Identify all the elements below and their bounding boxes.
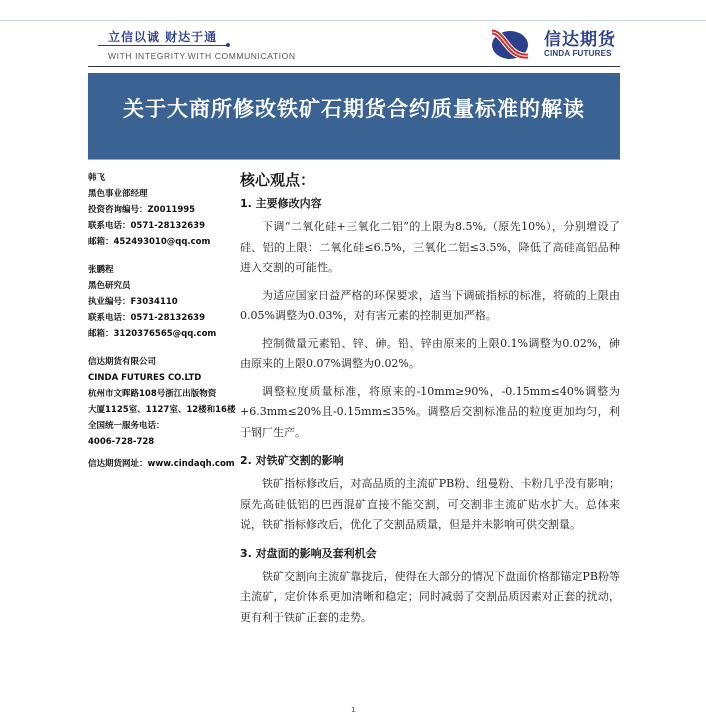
author-sidebar — [88, 170, 238, 472]
analyst2-title: 黑色研究员 — [88, 281, 131, 291]
analyst1-email: 邮箱：452493010@qq.com — [88, 237, 211, 247]
page-number: 1 — [351, 706, 356, 714]
section1-paragraph-1: 下调“二氧化硅+三氧化二铝”的上限为8.5%,（原先10%），分别增设了硅、铝的上限：二氧化硅≤6.5%，三氧化二铝≤3.5%，降低了高硅高铝品种进入交割的可能性。 — [240, 220, 620, 274]
title-banner — [88, 73, 620, 160]
header-slogan — [108, 28, 296, 61]
slogan-chinese: 立信以诚 财达于通 — [108, 30, 218, 44]
section3-paragraph-1: 铁矿交割向主流矿靠拢后，使得在大部分的情况下盘面价格都锚定PB粉等主流矿，定价体系更加清晰和稳定；同时减弱了交割品质因素对正套的扰动，更有利于铁矿正套的走势。 — [240, 569, 620, 624]
top-border-line — [0, 20, 706, 21]
company-website: 信达期货网址：www.cindaqh.com — [88, 459, 235, 469]
hotline-label: 全国统一服务电话： — [88, 421, 165, 431]
section1-paragraph-3: 控制微量元素铅、锌、砷。铅、锌由原来的上限0.1%调整为0.02%，砷由原来的上限0.07%调整为0.02%。 — [240, 336, 620, 370]
document-title: 关于大商所修改铁矿石期货合约质量标准的解读 — [123, 96, 585, 121]
slogan-dot — [226, 43, 230, 47]
section-heading-3: 3. 对盘面的影响及套利机会 — [240, 546, 377, 560]
section-heading-1: 1. 主要修改内容 — [240, 197, 322, 210]
logo-english-name: CINDA FUTURES — [544, 48, 612, 58]
analyst1-license: 投资咨询编号：Z0011995 — [88, 205, 196, 215]
header-divider — [88, 66, 620, 67]
logo-chinese-name: 信达期货 — [544, 29, 616, 50]
main-content — [240, 170, 620, 635]
section-heading-2: 2. 对铁矿交割的影响 — [240, 454, 344, 467]
analyst1-title: 黑色事业部经理 — [88, 189, 148, 199]
analyst1-phone: 联系电话：0571-28132639 — [88, 221, 206, 231]
section2-paragraph-1: 铁矿指标修改后，对高品质的主流矿PB粉、纽曼粉、卡粉几乎没有影响；原先高硅低铝的巴西混矿直接不能交割，可交割非主流矿贴水扩大。总体来说，铁矿指标修改后，优化了交割品质量，但是并未影响可供交割量。 — [240, 477, 620, 531]
company-address-line1: 杭州市文晖路108号浙江出版物资 — [88, 389, 217, 399]
analyst1-name: 韩飞 — [88, 173, 106, 183]
company-name-cn: 信达期货有限公司 — [88, 357, 157, 367]
company-address-line2: 大厦1125室、1127室、12楼和16楼 — [88, 405, 236, 415]
section1-paragraph-2: 为适应国家日益严格的环保要求，适当下调硫指标的标准，将硫的上限由0.05%调整为0.03%，对有害元素的控制更加严格。 — [240, 288, 620, 322]
analyst2-email: 邮箱：3120376565@qq.com — [88, 329, 217, 339]
company-name-en: CINDA FUTURES CO.LTD — [88, 373, 202, 383]
section1-paragraph-4: 调整粒度质量标准，将原来的-10mm≥90%，-0.15mm≤40%调整为+6.3mm≤20%且-0.15mm≤35%。调整后交割标准品的粒度更加均匀，利于钢厂生产。 — [240, 384, 620, 439]
slogan-underline — [98, 45, 228, 46]
company-logo — [490, 28, 616, 60]
hotline-number: 4006-728-728 — [88, 437, 155, 447]
analyst2-phone: 联系电话：0571-28132639 — [88, 313, 206, 323]
cinda-logo-icon — [490, 28, 530, 60]
analyst2-license: 执业编号：F3034110 — [88, 297, 178, 307]
slogan-english: WITH INTEGRITY.WITH COMMUNICATION — [108, 51, 296, 61]
analyst2-name: 张鹏程 — [88, 265, 114, 275]
core-views-heading: 核心观点： — [240, 171, 316, 189]
